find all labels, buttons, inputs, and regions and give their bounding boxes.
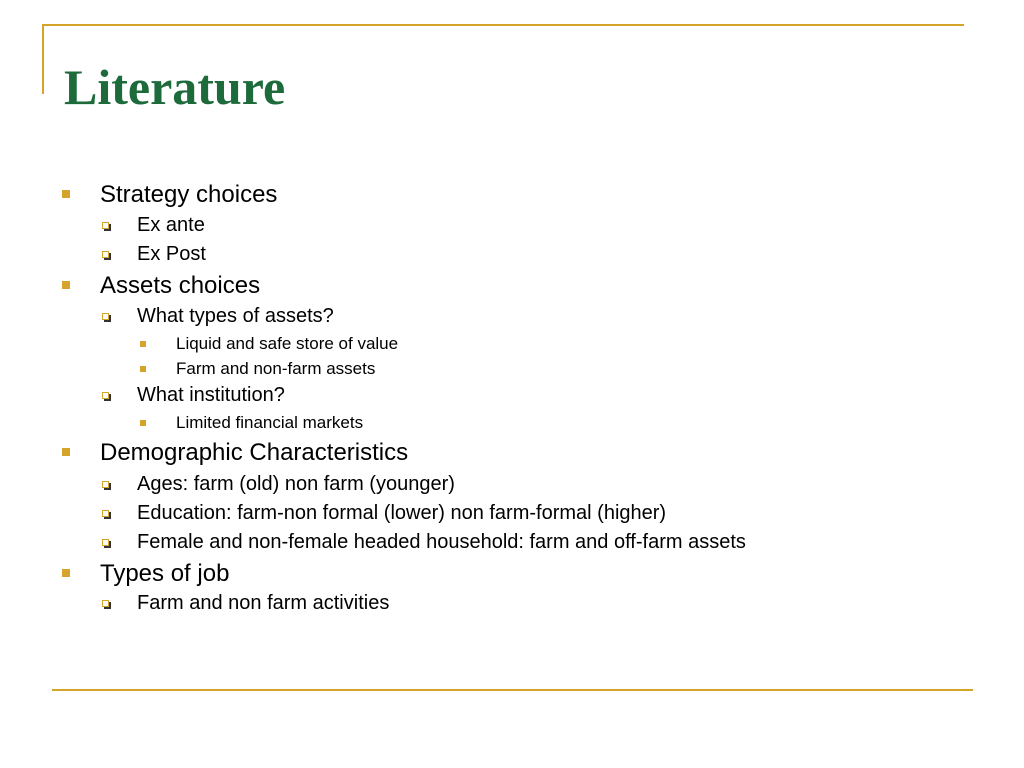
small-square-bullet-icon [140, 341, 146, 347]
sub-bullet-item-education: Education: farm-non formal (lower) non farm-formal (higher) [102, 503, 666, 523]
sub-sub-bullet-item-liquid-store: Liquid and safe store of value [140, 335, 398, 352]
hollow-square-bullet-icon [102, 222, 109, 229]
square-bullet-icon [62, 448, 70, 456]
hollow-square-bullet-icon [102, 539, 109, 546]
hollow-square-bullet-icon [102, 481, 109, 488]
sub-sub-bullet-item-limited-markets: Limited financial markets [140, 414, 363, 431]
hollow-square-bullet-icon [102, 392, 109, 399]
slide-title: Literature [64, 59, 286, 115]
sub-bullet-item-ages: Ages: farm (old) non farm (younger) [102, 474, 455, 494]
hollow-square-bullet-icon [102, 600, 109, 607]
square-bullet-icon [62, 281, 70, 289]
bullet-item-demographic-characteristics: Demographic Characteristics [62, 441, 408, 465]
bullet-item-strategy-choices: Strategy choices [62, 183, 277, 207]
hollow-square-bullet-icon [102, 313, 109, 320]
square-bullet-icon [62, 190, 70, 198]
hollow-square-bullet-icon [102, 251, 109, 258]
sub-bullet-item-what-institution: What institution? [102, 385, 285, 405]
bullet-item-assets-choices: Assets choices [62, 274, 260, 298]
sub-sub-bullet-item-farm-assets: Farm and non-farm assets [140, 360, 375, 377]
small-square-bullet-icon [140, 420, 146, 426]
sub-bullet-item-farm-activities: Farm and non farm activities [102, 593, 389, 613]
small-square-bullet-icon [140, 366, 146, 372]
hollow-square-bullet-icon [102, 510, 109, 517]
sub-bullet-item-female-headed: Female and non-female headed household: farm and off-farm assets [102, 532, 746, 552]
bullet-item-types-of-job: Types of job [62, 562, 229, 586]
square-bullet-icon [62, 569, 70, 577]
sub-bullet-item-ex-post: Ex Post [102, 244, 206, 264]
sub-bullet-item-ex-ante: Ex ante [102, 215, 205, 235]
sub-bullet-item-types-of-assets: What types of assets? [102, 306, 334, 326]
